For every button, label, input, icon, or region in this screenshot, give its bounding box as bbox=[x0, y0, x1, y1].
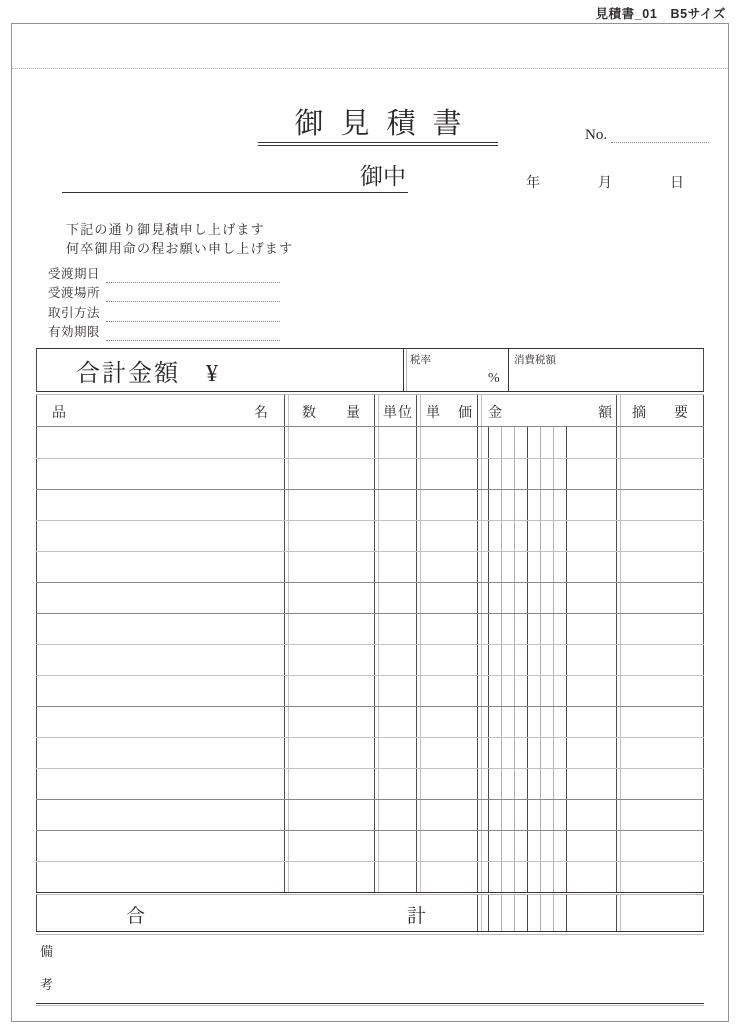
addressee-field[interactable] bbox=[62, 164, 408, 193]
item-row-separator bbox=[36, 830, 704, 831]
amount-digit-line bbox=[527, 895, 528, 931]
term-input-line[interactable] bbox=[106, 290, 280, 302]
col-divider-amount-inner bbox=[481, 395, 482, 426]
col-divider-amount-inner bbox=[481, 427, 482, 892]
grand-total-text: 合 bbox=[126, 906, 146, 927]
item-row-separator bbox=[36, 706, 704, 707]
addressee-honorific: 御中 bbox=[360, 164, 406, 189]
grand-total-text: 計 bbox=[406, 906, 426, 927]
remarks-area[interactable] bbox=[36, 935, 704, 1003]
grand-total-row bbox=[36, 895, 704, 931]
term-input-line[interactable] bbox=[106, 310, 280, 322]
table-left-edge bbox=[36, 349, 37, 391]
amount-digit-line bbox=[566, 895, 567, 931]
item-row-separator bbox=[36, 551, 704, 552]
amount-digit-line bbox=[566, 427, 567, 892]
amount-digit-line bbox=[501, 427, 502, 892]
perforation-line bbox=[12, 68, 728, 69]
col-header-text: 金 bbox=[488, 405, 502, 421]
term-payment-method[interactable] bbox=[48, 303, 280, 322]
document-title-block bbox=[258, 108, 498, 146]
col-divider-amount-inner bbox=[481, 895, 482, 931]
date-month-label: 月 bbox=[598, 176, 612, 191]
term-label: 取引方法 bbox=[48, 305, 101, 320]
col-header-quantity bbox=[302, 402, 360, 422]
term-delivery-date[interactable] bbox=[48, 264, 280, 283]
col-divider-unit-inner bbox=[378, 395, 379, 426]
col-header-text: 単 bbox=[426, 405, 440, 421]
table-right-edge bbox=[703, 349, 704, 391]
amount-digit-line bbox=[553, 895, 554, 931]
item-row-separator bbox=[36, 799, 704, 800]
item-row-separator bbox=[36, 675, 704, 676]
document-number-input-line[interactable] bbox=[611, 132, 709, 143]
table-right-edge bbox=[703, 395, 704, 426]
col-divider-amount bbox=[477, 895, 478, 931]
date-year-label: 年 bbox=[526, 176, 540, 191]
amount-digit-line bbox=[488, 895, 489, 931]
amount-digit-line bbox=[514, 895, 515, 931]
col-divider-unit-price bbox=[416, 395, 417, 426]
term-delivery-place[interactable] bbox=[48, 284, 280, 303]
remarks-label-char-2: 考 bbox=[40, 976, 54, 992]
band-divider-tax-rate-inner bbox=[406, 349, 407, 391]
col-divider-unit bbox=[374, 395, 375, 426]
term-validity-period[interactable] bbox=[48, 323, 280, 342]
amount-digit-line bbox=[514, 427, 515, 892]
sheet-caption: 見積書_01 B5サイズ bbox=[595, 7, 726, 21]
col-header-text: 量 bbox=[346, 405, 360, 421]
col-header-text: 摘 bbox=[632, 405, 646, 421]
col-divider-remarks bbox=[616, 427, 617, 892]
amount-digit-line bbox=[540, 895, 541, 931]
col-header-text: 数 bbox=[302, 405, 316, 421]
table-right-edge bbox=[703, 895, 704, 931]
col-divider-amount bbox=[477, 395, 478, 426]
terms-list bbox=[48, 264, 280, 342]
amount-digit-line bbox=[553, 427, 554, 892]
item-row-separator bbox=[36, 582, 704, 583]
addressee-underline bbox=[62, 192, 408, 193]
amount-digit-line bbox=[501, 895, 502, 931]
col-divider-remarks-inner bbox=[620, 427, 621, 892]
col-divider-quantity-inner bbox=[288, 427, 289, 892]
col-header-text: 品 bbox=[52, 405, 66, 421]
table-left-edge bbox=[36, 895, 37, 931]
item-row-separator bbox=[36, 458, 704, 459]
term-input-line[interactable] bbox=[106, 271, 280, 283]
item-row-separator bbox=[36, 520, 704, 521]
item-row-separator bbox=[36, 861, 704, 862]
table-left-edge bbox=[36, 395, 37, 426]
term-label: 有効期限 bbox=[48, 325, 101, 340]
col-divider-unit bbox=[374, 427, 375, 892]
document-number-field[interactable] bbox=[585, 128, 709, 143]
consumption-tax-label: 消費税額 bbox=[514, 354, 556, 366]
col-header-text: 単位 bbox=[383, 405, 413, 421]
col-divider-remarks-inner bbox=[620, 895, 621, 931]
amount-digit-line bbox=[488, 427, 489, 892]
col-header-unit-price bbox=[426, 402, 472, 422]
col-header-amount bbox=[488, 402, 612, 422]
total-amount-band bbox=[36, 349, 704, 391]
col-header-item-name bbox=[52, 402, 268, 422]
col-header-text: 額 bbox=[598, 405, 612, 421]
title-double-rule bbox=[258, 142, 498, 146]
item-row-separator bbox=[36, 644, 704, 645]
table-header-row bbox=[36, 395, 704, 426]
item-row-separator bbox=[36, 737, 704, 738]
date-day-label: 日 bbox=[670, 176, 684, 191]
table-left-edge bbox=[36, 427, 37, 892]
col-divider-unit-inner bbox=[378, 427, 379, 892]
col-divider-unit-price bbox=[416, 427, 417, 892]
col-divider-quantity bbox=[284, 427, 285, 892]
band-divider-consumption-tax bbox=[508, 349, 509, 391]
col-header-remarks bbox=[632, 402, 688, 422]
term-label: 受渡場所 bbox=[48, 286, 101, 301]
term-input-line[interactable] bbox=[106, 329, 280, 341]
remarks-label-char-1: 備 bbox=[40, 943, 54, 959]
date-field[interactable] bbox=[520, 172, 690, 192]
amount-digit-line bbox=[527, 427, 528, 892]
col-header-text: 価 bbox=[458, 405, 472, 421]
term-label: 受渡期日 bbox=[48, 266, 101, 281]
tax-rate-label: 税率 bbox=[410, 354, 431, 366]
col-header-unit bbox=[380, 402, 416, 422]
col-header-text: 名 bbox=[254, 405, 268, 421]
total-amount-label: 合計金額 ¥ bbox=[76, 361, 220, 387]
col-divider-unit-price-inner bbox=[420, 395, 421, 426]
tax-rate-percent-symbol: % bbox=[488, 371, 500, 386]
item-rows-grid[interactable] bbox=[36, 427, 704, 892]
col-divider-unit-price-inner bbox=[420, 427, 421, 892]
greeting-line-2: 何卒御用命の程お願い申し上げます bbox=[66, 240, 294, 256]
col-divider-amount bbox=[477, 427, 478, 892]
item-row-separator bbox=[36, 768, 704, 769]
band-divider-tax-rate bbox=[403, 349, 404, 391]
greeting-line-1: 下記の通り御見積申し上げます bbox=[66, 222, 265, 237]
estimate-table bbox=[36, 348, 704, 1006]
col-divider-quantity bbox=[284, 395, 285, 426]
col-header-text: 要 bbox=[674, 405, 688, 421]
grand-total-label bbox=[126, 901, 426, 928]
page-title: 御見積書 bbox=[294, 108, 479, 140]
table-right-edge bbox=[703, 427, 704, 892]
item-row-separator bbox=[36, 613, 704, 614]
table-bottom-rule bbox=[36, 1003, 704, 1007]
col-divider-quantity-inner bbox=[288, 395, 289, 426]
col-divider-remarks bbox=[616, 395, 617, 426]
item-row-separator bbox=[36, 489, 704, 490]
col-divider-remarks bbox=[616, 895, 617, 931]
col-divider-remarks-inner bbox=[620, 395, 621, 426]
document-number-label: No. bbox=[585, 127, 608, 143]
greeting-text bbox=[66, 221, 293, 259]
amount-digit-line bbox=[540, 427, 541, 892]
